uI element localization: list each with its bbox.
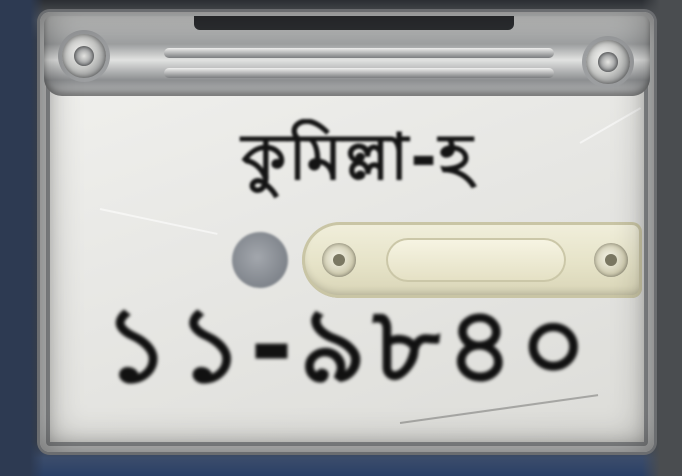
bracket-slot	[194, 16, 514, 30]
plate-number-text: ১১-৯৮৪০	[102, 284, 594, 406]
screw-icon	[322, 243, 356, 277]
screw-icon	[594, 243, 628, 277]
license-plate	[40, 12, 654, 452]
screw-icon	[586, 40, 630, 84]
bracket-rail	[164, 68, 554, 78]
strip-slot	[386, 238, 566, 282]
scratch-mark	[100, 208, 218, 235]
scratch-mark	[580, 107, 642, 144]
bracket-rail	[164, 48, 554, 58]
screw-icon	[62, 34, 106, 78]
top-mounting-bracket	[44, 16, 650, 96]
plate-region-text: কুমিল্লা-হ	[241, 121, 475, 195]
